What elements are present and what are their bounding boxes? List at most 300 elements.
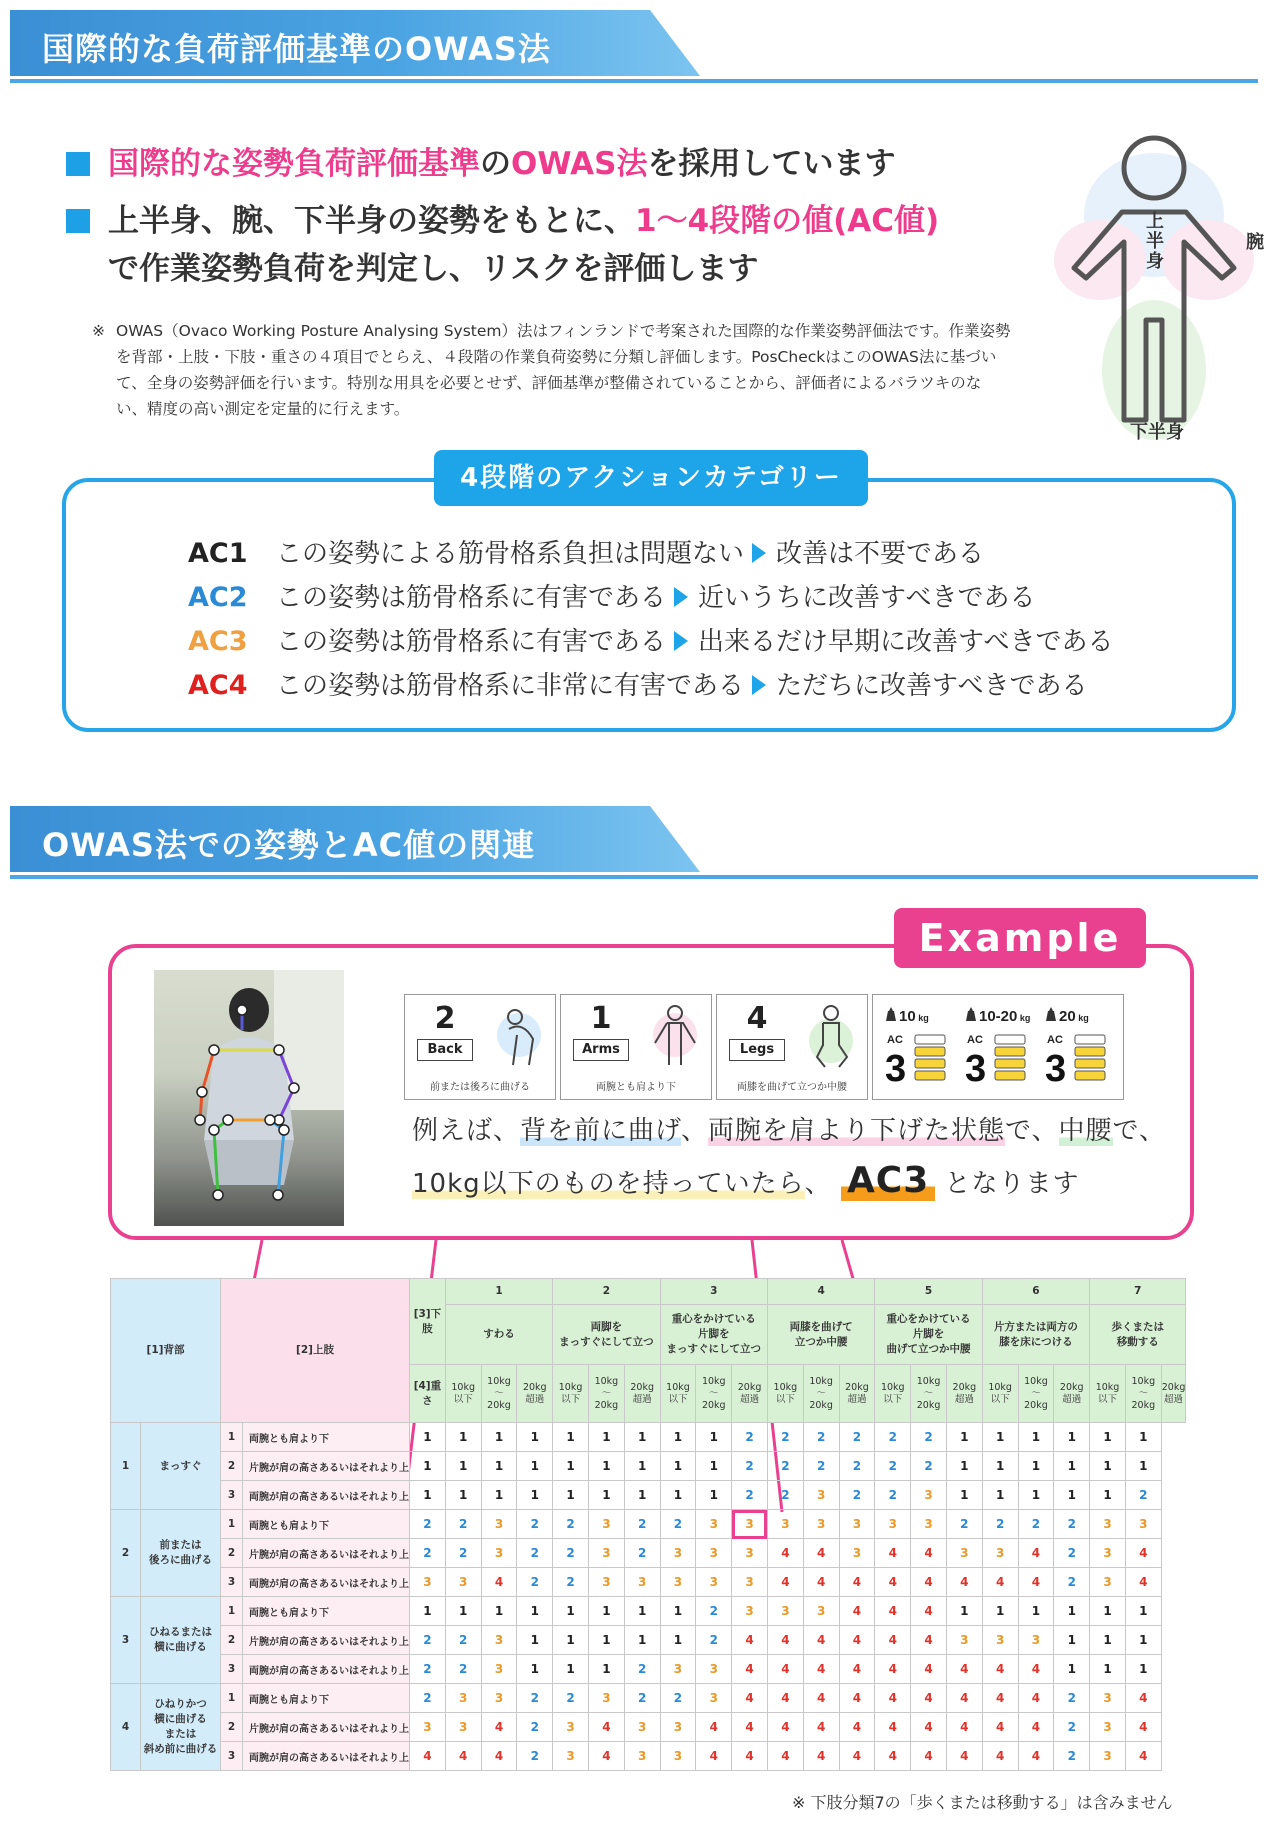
ac-cell: 2 [624, 1684, 660, 1713]
ac-cell: 2 [696, 1597, 732, 1626]
section-title: 国際的な負荷評価基準のOWAS法 [42, 30, 551, 68]
ac-cell: 1 [517, 1655, 553, 1684]
ac-cell: 2 [553, 1539, 589, 1568]
example-text: 例えば、 [412, 1116, 521, 1146]
ac-cell: 2 [946, 1510, 982, 1539]
ac-cell: 3 [982, 1626, 1018, 1655]
table-row [111, 1597, 1186, 1626]
ac-cell: 3 [767, 1510, 803, 1539]
ac-cell: 3 [839, 1539, 875, 1568]
ac-cell: 1 [1125, 1626, 1161, 1655]
leg-name-1: すわる [445, 1305, 552, 1365]
ac-cell: 4 [982, 1568, 1018, 1597]
label-arm: 腕 [1246, 232, 1264, 253]
label-upper-body: 上半身 [1146, 211, 1164, 272]
arm-label: 両腕とも肩より下 [243, 1597, 410, 1626]
ac-cell: 3 [1125, 1510, 1161, 1539]
ac-cell: 2 [553, 1684, 589, 1713]
ac-cell: 2 [445, 1539, 481, 1568]
ac-cell: 1 [660, 1423, 696, 1452]
ac-cell: 4 [875, 1742, 911, 1771]
ac-cell: 4 [803, 1568, 839, 1597]
ac-value: 3 [1045, 1048, 1067, 1090]
weight-header: 20kg 超過 [517, 1365, 553, 1423]
ac-description: この姿勢は筋骨格系に有害である [276, 583, 667, 613]
ac-cell: 2 [1054, 1713, 1090, 1742]
ac-cell: 4 [803, 1539, 839, 1568]
ac-cell: 4 [911, 1597, 947, 1626]
ac-cell: 2 [517, 1568, 553, 1597]
weight-label: 20 kg [1059, 1008, 1089, 1025]
ac-cell: 2 [1054, 1510, 1090, 1539]
table-row [111, 1568, 1186, 1597]
back-name: ひねりかつ 横に曲げる または 斜め前に曲げる [141, 1684, 221, 1771]
ac-cell: 3 [803, 1481, 839, 1510]
ac-cell: 1 [588, 1597, 624, 1626]
ac-cell: 2 [803, 1423, 839, 1452]
ac-cell: 4 [767, 1655, 803, 1684]
ac-action: 改善は不要である [776, 539, 985, 569]
ac-cell: 3 [481, 1655, 517, 1684]
ac-cell: 4 [767, 1684, 803, 1713]
ac-cell: 3 [767, 1597, 803, 1626]
ac-cell: 1 [410, 1597, 446, 1626]
bullet-text: で作業姿勢負荷を判定し、リスクを評価します [108, 251, 759, 287]
ac-cell: 3 [624, 1568, 660, 1597]
example-badge: Example [894, 908, 1146, 968]
ac-cell: 1 [696, 1452, 732, 1481]
ac-cell: 3 [732, 1597, 768, 1626]
ac-cell: 1 [481, 1452, 517, 1481]
ac-cell: 1 [553, 1626, 589, 1655]
posture-tag: Back [417, 1039, 473, 1061]
weight-header: 20kg 超過 [1161, 1365, 1186, 1423]
ac-cell: 4 [946, 1742, 982, 1771]
ac-cell: 4 [1125, 1684, 1161, 1713]
ac-cell: 1 [982, 1452, 1018, 1481]
leg-number-4: 4 [767, 1279, 874, 1305]
ac-cell: 2 [732, 1481, 768, 1510]
ac-cell: 1 [982, 1481, 1018, 1510]
ac-cell: 2 [624, 1539, 660, 1568]
ac-cell: 3 [481, 1539, 517, 1568]
back-number: 4 [111, 1684, 141, 1771]
ac-cell: 3 [696, 1568, 732, 1597]
example-text: 、 [804, 1169, 832, 1199]
ac-cell: 4 [803, 1742, 839, 1771]
ac-cell: 2 [517, 1684, 553, 1713]
ac-cell: 1 [588, 1452, 624, 1481]
ac-cell: 1 [553, 1481, 589, 1510]
ac-cell: 3 [1090, 1684, 1126, 1713]
ac-cell: 4 [982, 1713, 1018, 1742]
ac-cell: 4 [839, 1713, 875, 1742]
ac-cell: 3 [696, 1684, 732, 1713]
arm-label: 両腕とも肩より下 [243, 1423, 410, 1452]
ac-cell: 2 [410, 1684, 446, 1713]
ac-cell: 3 [445, 1684, 481, 1713]
weight-header: 20kg 超過 [732, 1365, 768, 1423]
weight-header: 20kg 超過 [839, 1365, 875, 1423]
ac-result-badge: AC3 [841, 1160, 935, 1201]
ac-cell: 1 [588, 1481, 624, 1510]
ac-cell: 1 [1054, 1423, 1090, 1452]
ac-cell: 1 [1054, 1655, 1090, 1684]
arm-label: 両腕が肩の高さあるいはそれより上 [243, 1481, 410, 1510]
ac-cell: 3 [660, 1539, 696, 1568]
ac-cell: 1 [410, 1481, 446, 1510]
action-category-title: 4段階のアクションカテゴリー [434, 450, 868, 506]
ac-cell: 4 [732, 1655, 768, 1684]
ac-cell: 2 [911, 1423, 947, 1452]
ac-cell: 4 [946, 1655, 982, 1684]
ac-cell: 4 [803, 1655, 839, 1684]
ac-cell: 4 [1125, 1713, 1161, 1742]
ac-cell: 4 [588, 1713, 624, 1742]
ac-cell: 3 [1018, 1626, 1054, 1655]
ac-cell: 4 [911, 1539, 947, 1568]
ac-cell: 2 [1054, 1742, 1090, 1771]
ac-cell: 1 [946, 1423, 982, 1452]
ac-cell: 1 [660, 1597, 696, 1626]
arm-label: 片腕が肩の高さあるいはそれより上 [243, 1452, 410, 1481]
ac-cell: 1 [481, 1481, 517, 1510]
ac-cell: 2 [875, 1481, 911, 1510]
ac-cell: 4 [696, 1713, 732, 1742]
ac-cell: 1 [517, 1626, 553, 1655]
ac-cell: 1 [946, 1597, 982, 1626]
ac-cell: 3 [803, 1510, 839, 1539]
leg-name-5: 重心をかけている 片脚を 曲げて立つか中腰 [875, 1305, 982, 1365]
ac-cell: 4 [875, 1626, 911, 1655]
ac-cell: 1 [1090, 1597, 1126, 1626]
arm-label: 両腕が肩の高さあるいはそれより上 [243, 1742, 410, 1771]
posture-code: 4 [746, 1001, 768, 1036]
arm-label: 両腕が肩の高さあるいはそれより上 [243, 1655, 410, 1684]
ac-cell: 2 [410, 1539, 446, 1568]
ac-cell: 3 [1090, 1539, 1126, 1568]
ac-cell: 4 [767, 1539, 803, 1568]
ac-cell: 3 [553, 1742, 589, 1771]
highlight-back: 背を前に曲げ [520, 1116, 681, 1146]
ac-cell: 3 [445, 1568, 481, 1597]
ac-cell: 1 [553, 1655, 589, 1684]
arm-number: 3 [221, 1568, 243, 1597]
arm-number: 3 [221, 1742, 243, 1771]
ac-cell: 4 [911, 1713, 947, 1742]
header-weight: [4]重さ [410, 1365, 446, 1423]
ac-cell: 4 [588, 1742, 624, 1771]
ac-cell: 3 [696, 1510, 732, 1539]
ac-cell: 3 [839, 1510, 875, 1539]
ac-cell: 4 [911, 1684, 947, 1713]
arm-label: 両腕とも肩より下 [243, 1684, 410, 1713]
ac-cell: 4 [875, 1684, 911, 1713]
ac-cell: 4 [1018, 1539, 1054, 1568]
weight-header: 10kg 〜 20kg [803, 1365, 839, 1423]
example-text: となります [944, 1169, 1080, 1199]
ac-cell: 4 [767, 1742, 803, 1771]
ac-cell: 1 [1090, 1423, 1126, 1452]
ac-cell: 3 [732, 1539, 768, 1568]
arm-label: 片腕が肩の高さあるいはそれより上 [243, 1713, 410, 1742]
ac-cell: 3 [624, 1742, 660, 1771]
ac-cell: 2 [445, 1626, 481, 1655]
ac-cell: 1 [1125, 1655, 1161, 1684]
ac-cell: 1 [445, 1423, 481, 1452]
posture-tag: Arms [573, 1039, 629, 1061]
posture-tag: Legs [729, 1039, 785, 1061]
ac-cell: 2 [517, 1742, 553, 1771]
ac-cell: 4 [875, 1539, 911, 1568]
ac-cell: 4 [732, 1626, 768, 1655]
ac-cell: 4 [1018, 1568, 1054, 1597]
arm-label: 片腕が肩の高さあるいはそれより上 [243, 1539, 410, 1568]
ac-cell: 3 [624, 1713, 660, 1742]
table-row [111, 1655, 1186, 1684]
ac-cell: 4 [481, 1742, 517, 1771]
ac-cell: 4 [767, 1626, 803, 1655]
arm-label: 片腕が肩の高さあるいはそれより上 [243, 1626, 410, 1655]
ac-cell: 1 [946, 1481, 982, 1510]
ac-cell: 1 [624, 1452, 660, 1481]
ac-cell: 4 [732, 1684, 768, 1713]
ac-cell: 3 [732, 1510, 768, 1539]
ac-cell: 4 [911, 1626, 947, 1655]
ac-cell: 1 [1090, 1626, 1126, 1655]
ac-cell: 1 [624, 1626, 660, 1655]
weight-header: 10kg 〜 20kg [588, 1365, 624, 1423]
ac-cell: 4 [982, 1655, 1018, 1684]
leg-name-4: 両膝を曲げて 立つか中腰 [767, 1305, 874, 1365]
table-row [111, 1713, 1186, 1742]
posture-caption: 両膝を曲げて立つか中腰 [737, 1082, 847, 1093]
ac-cell: 4 [732, 1742, 768, 1771]
ac-cell: 4 [839, 1742, 875, 1771]
leg-number-1: 1 [445, 1279, 552, 1305]
ac-cell: 2 [1054, 1539, 1090, 1568]
owas-table [110, 1278, 1186, 1771]
weight-header: 10kg 以下 [553, 1365, 589, 1423]
ac-cell: 1 [410, 1452, 446, 1481]
ac-cell: 4 [875, 1597, 911, 1626]
ac-cell: 4 [767, 1568, 803, 1597]
ac-description: この姿勢による筋骨格系負担は問題ない [276, 539, 745, 569]
back-number: 3 [111, 1597, 141, 1684]
posture-code: 1 [590, 1001, 612, 1036]
ac-cell: 4 [911, 1655, 947, 1684]
header-legs: [3]下肢 [410, 1279, 446, 1365]
weight-header: 10kg 以下 [982, 1365, 1018, 1423]
ac-cell: 1 [1018, 1423, 1054, 1452]
ac-cell: 2 [696, 1626, 732, 1655]
weight-unit: kg [1075, 1013, 1089, 1023]
ac-cell: 1 [982, 1423, 1018, 1452]
ac-cell: 4 [481, 1713, 517, 1742]
ac-cell: 1 [1018, 1481, 1054, 1510]
arm-number: 1 [221, 1510, 243, 1539]
ac-action: 近いうちに改善すべきである [698, 583, 1036, 613]
ac-cell: 2 [517, 1539, 553, 1568]
ac-cell: 4 [767, 1713, 803, 1742]
ac-cell: 4 [875, 1655, 911, 1684]
ac-cell: 2 [767, 1481, 803, 1510]
ac-cell: 2 [875, 1452, 911, 1481]
ac-description: この姿勢は筋骨格系に非常に有害である [276, 671, 745, 701]
weight-label: 10-20 kg [979, 1008, 1031, 1025]
ac-cell: 3 [946, 1539, 982, 1568]
arm-number: 1 [221, 1423, 243, 1452]
ac-cell: 3 [911, 1510, 947, 1539]
label-lower-body: 下半身 [1130, 422, 1184, 443]
ac-cell: 1 [517, 1423, 553, 1452]
arm-number: 2 [221, 1713, 243, 1742]
ac-cell: 4 [946, 1568, 982, 1597]
ac-cell: 4 [803, 1684, 839, 1713]
header-back: [1]背部 [111, 1279, 221, 1423]
ac-cell: 4 [875, 1568, 911, 1597]
table-row [111, 1742, 1186, 1771]
ac-cell: 4 [839, 1568, 875, 1597]
leg-name-3: 重心をかけている 片脚を まっすぐにして立つ [660, 1305, 767, 1365]
ac-cell: 1 [445, 1597, 481, 1626]
ac-cell: 4 [1125, 1742, 1161, 1771]
ac-cell: 4 [803, 1713, 839, 1742]
ac-cell: 3 [660, 1655, 696, 1684]
ac-cell: 2 [875, 1423, 911, 1452]
ac-cell: 2 [1018, 1510, 1054, 1539]
arm-number: 2 [221, 1539, 243, 1568]
ac-code: AC2 [188, 582, 248, 613]
ac-cell: 4 [1018, 1684, 1054, 1713]
highlight-arms: 両腕を肩より下げた状態 [708, 1116, 1006, 1146]
ac-cell: 4 [982, 1684, 1018, 1713]
ac-cell: 3 [1090, 1510, 1126, 1539]
posture-caption: 前または後ろに曲げる [430, 1082, 530, 1093]
ac-cell: 1 [624, 1423, 660, 1452]
arm-label: 両腕が肩の高さあるいはそれより上 [243, 1568, 410, 1597]
ac-cell: 1 [1090, 1655, 1126, 1684]
ac-cell: 2 [445, 1510, 481, 1539]
table-row [111, 1452, 1186, 1481]
ac-cell: 1 [588, 1655, 624, 1684]
ac-cell: 2 [767, 1452, 803, 1481]
ac-cell: 2 [517, 1510, 553, 1539]
back-number: 2 [111, 1510, 141, 1597]
ac-cell: 4 [1018, 1742, 1054, 1771]
ac-cell: 1 [1018, 1597, 1054, 1626]
ac-cell: 4 [946, 1684, 982, 1713]
ac-cell: 1 [660, 1452, 696, 1481]
ac-cell: 4 [732, 1713, 768, 1742]
ac-cell: 2 [624, 1510, 660, 1539]
ac-cell: 1 [481, 1423, 517, 1452]
ac-cell: 4 [696, 1742, 732, 1771]
weight-header: 10kg 〜 20kg [696, 1365, 732, 1423]
ac-cell: 3 [481, 1510, 517, 1539]
ac-code: AC4 [188, 670, 248, 701]
weight-header: 10kg 以下 [1090, 1365, 1126, 1423]
ac-label: AC [967, 1034, 983, 1046]
arm-number: 3 [221, 1655, 243, 1684]
ac-cell: 3 [410, 1713, 446, 1742]
ac-cell: 2 [732, 1423, 768, 1452]
leg-number-2: 2 [553, 1279, 660, 1305]
ac-cell: 4 [911, 1568, 947, 1597]
ac-cell: 1 [982, 1597, 1018, 1626]
ac-cell: 4 [803, 1626, 839, 1655]
ac-cell: 1 [1125, 1423, 1161, 1452]
ac-cell: 4 [1125, 1539, 1161, 1568]
ac-cell: 1 [553, 1423, 589, 1452]
leg-name-2: 両脚を まっすぐにして立つ [553, 1305, 660, 1365]
ac-cell: 3 [660, 1742, 696, 1771]
ac-cell: 2 [803, 1452, 839, 1481]
ac-description: この姿勢は筋骨格系に有害である [276, 627, 667, 657]
ac-cell: 1 [588, 1626, 624, 1655]
ac-cell: 1 [588, 1423, 624, 1452]
ac-cell: 1 [696, 1423, 732, 1452]
example-text: で、 [1005, 1116, 1059, 1146]
ac-cell: 1 [445, 1452, 481, 1481]
weight-header: 10kg 以下 [875, 1365, 911, 1423]
table-row [111, 1510, 1186, 1539]
ac-cell: 1 [696, 1481, 732, 1510]
ac-cell: 3 [660, 1713, 696, 1742]
weight-label: 10 kg [899, 1008, 929, 1025]
ac-cell: 2 [410, 1626, 446, 1655]
ac-cell: 2 [982, 1510, 1018, 1539]
bullet-highlight: 1〜4段階の値(AC値) [635, 203, 940, 239]
ac-cell: 2 [410, 1510, 446, 1539]
ac-cell: 2 [553, 1568, 589, 1597]
highlight-weight: 10kg以下のものを持っていたら [412, 1169, 805, 1199]
ac-cell: 1 [1125, 1452, 1161, 1481]
footnote: ※ 下肢分類7の「歩くまたは移動する」は含みません [792, 1793, 1173, 1812]
ac-cell: 1 [624, 1597, 660, 1626]
ac-label: AC [1047, 1034, 1063, 1046]
ac-cell: 4 [410, 1742, 446, 1771]
ac-cell: 3 [588, 1510, 624, 1539]
arm-label: 両腕とも肩より下 [243, 1510, 410, 1539]
ac-cell: 1 [481, 1597, 517, 1626]
leg-number-7: 7 [1090, 1279, 1186, 1305]
ac-cell: 3 [1090, 1713, 1126, 1742]
weight-header: 10kg 〜 20kg [1018, 1365, 1054, 1423]
ac-cell: 1 [553, 1597, 589, 1626]
weight-unit: kg [1017, 1013, 1031, 1023]
back-name: まっすぐ [141, 1423, 221, 1510]
ac-cell: 2 [1054, 1568, 1090, 1597]
ac-cell: 4 [1125, 1568, 1161, 1597]
ac-label: AC [887, 1034, 903, 1046]
ac-cell: 3 [588, 1539, 624, 1568]
ac-cell: 3 [732, 1568, 768, 1597]
ac-cell: 3 [696, 1655, 732, 1684]
ac-cell: 1 [1018, 1452, 1054, 1481]
weight-header: 20kg 超過 [624, 1365, 660, 1423]
ac-cell: 2 [839, 1481, 875, 1510]
ac-cell: 1 [445, 1481, 481, 1510]
ac-cell: 3 [696, 1539, 732, 1568]
arm-number: 1 [221, 1684, 243, 1713]
weight-header: 10kg 〜 20kg [481, 1365, 517, 1423]
ac-cell: 3 [982, 1539, 1018, 1568]
arm-number: 1 [221, 1597, 243, 1626]
ac-cell: 2 [445, 1655, 481, 1684]
ac-cell: 3 [445, 1713, 481, 1742]
ac-code: AC3 [188, 626, 248, 657]
